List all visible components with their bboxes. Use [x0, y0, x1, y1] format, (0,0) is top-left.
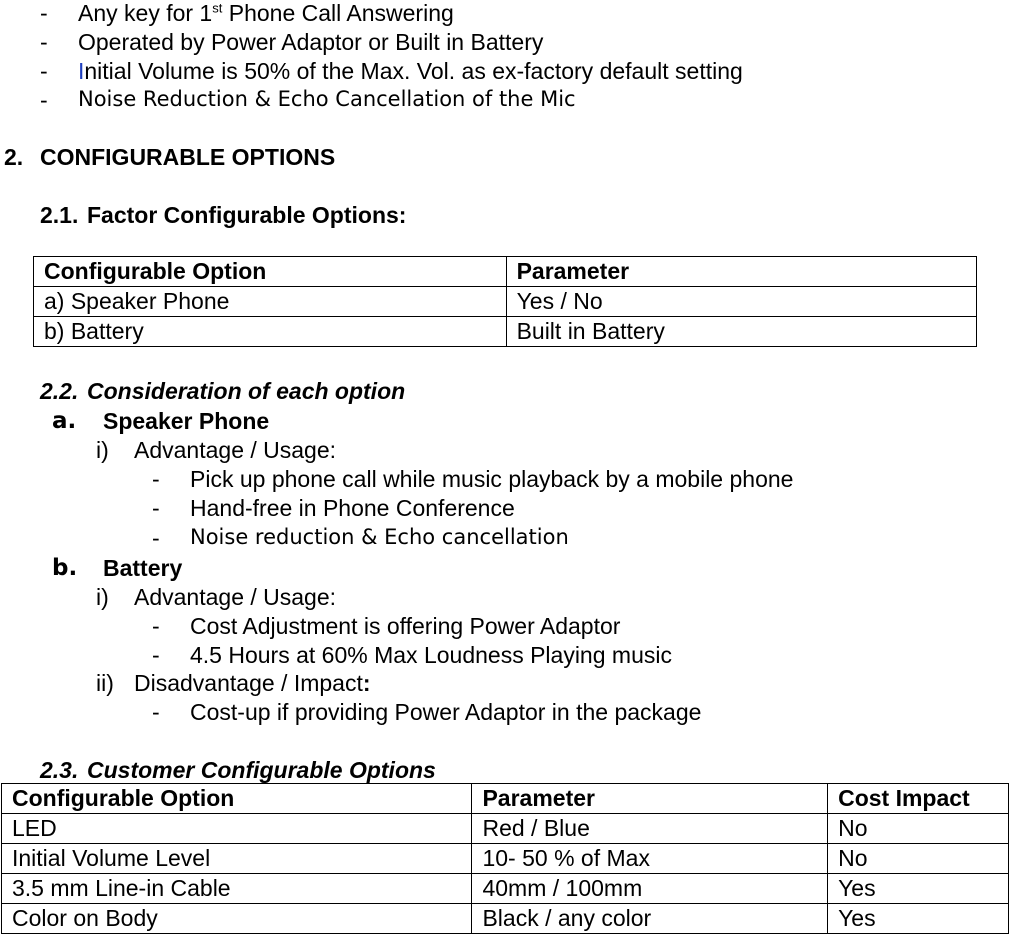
table-header-row [34, 257, 977, 287]
list-number: i) [96, 437, 109, 463]
subsection-title: Consideration of each option [87, 378, 406, 404]
bullet-dash: - [152, 466, 160, 492]
list-label: Disadvantage / Impact: [134, 670, 371, 696]
list-item: Noise reduction & Echo cancellation [190, 525, 569, 549]
list-item: Pick up phone call while music playback by a mobile phone [190, 466, 794, 492]
feature-item-2: Operated by Power Adaptor or Built in Battery [78, 29, 544, 55]
table-row [2, 844, 1009, 874]
table-cell: Initial Volume Level [2, 844, 472, 874]
subsection-number: 2.3. [40, 757, 79, 783]
feature-item-4: Noise Reduction & Echo Cancellation of the Mic [78, 87, 576, 111]
table-cell: a) Speaker Phone [34, 287, 507, 317]
bullet-dash: - [40, 0, 48, 26]
bullet-dash: - [152, 613, 160, 639]
table-cell: LED [2, 814, 472, 844]
list-label: Advantage / Usage: [134, 437, 337, 463]
table-cell: No [828, 844, 1009, 874]
factor-options-table [33, 256, 977, 347]
table-row [2, 814, 1009, 844]
section-title: CONFIGURABLE OPTIONS [40, 144, 336, 170]
subsection-title: Customer Configurable Options [87, 757, 436, 783]
table-header-cell: Parameter [472, 784, 828, 814]
list-item: 4.5 Hours at 60% Max Loudness Playing music [190, 642, 672, 668]
table-cell: Built in Battery [506, 317, 976, 347]
list-item: Cost Adjustment is offering Power Adaptor [190, 613, 621, 639]
customer-options-table [1, 783, 1009, 934]
bullet-dash: - [152, 525, 160, 551]
list-item: Cost-up if providing Power Adaptor in the package [190, 699, 702, 725]
option-letter: b. [52, 555, 78, 581]
table-cell: Yes [828, 904, 1009, 934]
list-number: i) [96, 584, 109, 610]
feature-item-1: Any key for 1st Phone Call Answering [78, 0, 454, 26]
table-cell: Red / Blue [472, 814, 828, 844]
bullet-dash: - [40, 87, 48, 113]
table-row [34, 287, 977, 317]
bullet-dash: - [152, 495, 160, 521]
table-header-cell: Parameter [506, 257, 976, 287]
bullet-dash: - [152, 699, 160, 725]
subsection-number: 2.2. [40, 378, 79, 404]
table-row [34, 317, 977, 347]
subsection-number: 2.1. [40, 202, 79, 228]
table-cell: No [828, 814, 1009, 844]
list-label: Advantage / Usage: [134, 584, 337, 610]
option-letter: a. [52, 408, 77, 434]
table-cell: 3.5 mm Line-in Cable [2, 874, 472, 904]
subsection-title: Factor Configurable Options: [87, 202, 407, 228]
list-number: ii) [96, 670, 114, 696]
table-cell: 10- 50 % of Max [472, 844, 828, 874]
table-header-row [2, 784, 1009, 814]
option-title: Battery [103, 555, 183, 581]
table-cell: 40mm / 100mm [472, 874, 828, 904]
table-header-cell: Configurable Option [34, 257, 507, 287]
table-cell: Black / any color [472, 904, 828, 934]
section-number: 2. [4, 144, 24, 170]
table-row [2, 904, 1009, 934]
table-header-cell: Configurable Option [2, 784, 472, 814]
bullet-dash: - [40, 29, 48, 55]
option-title: Speaker Phone [103, 408, 270, 434]
bullet-dash: - [40, 58, 48, 84]
table-cell: Color on Body [2, 904, 472, 934]
table-cell: b) Battery [34, 317, 507, 347]
table-row [2, 874, 1009, 904]
table-cell: Yes [828, 874, 1009, 904]
table-cell: Yes / No [506, 287, 976, 317]
table-header-cell: Cost Impact [828, 784, 1009, 814]
bullet-dash: - [152, 642, 160, 668]
feature-item-3: Initial Volume is 50% of the Max. Vol. as ex-factory default setting [78, 58, 743, 84]
list-item: Hand-free in Phone Conference [190, 495, 515, 521]
